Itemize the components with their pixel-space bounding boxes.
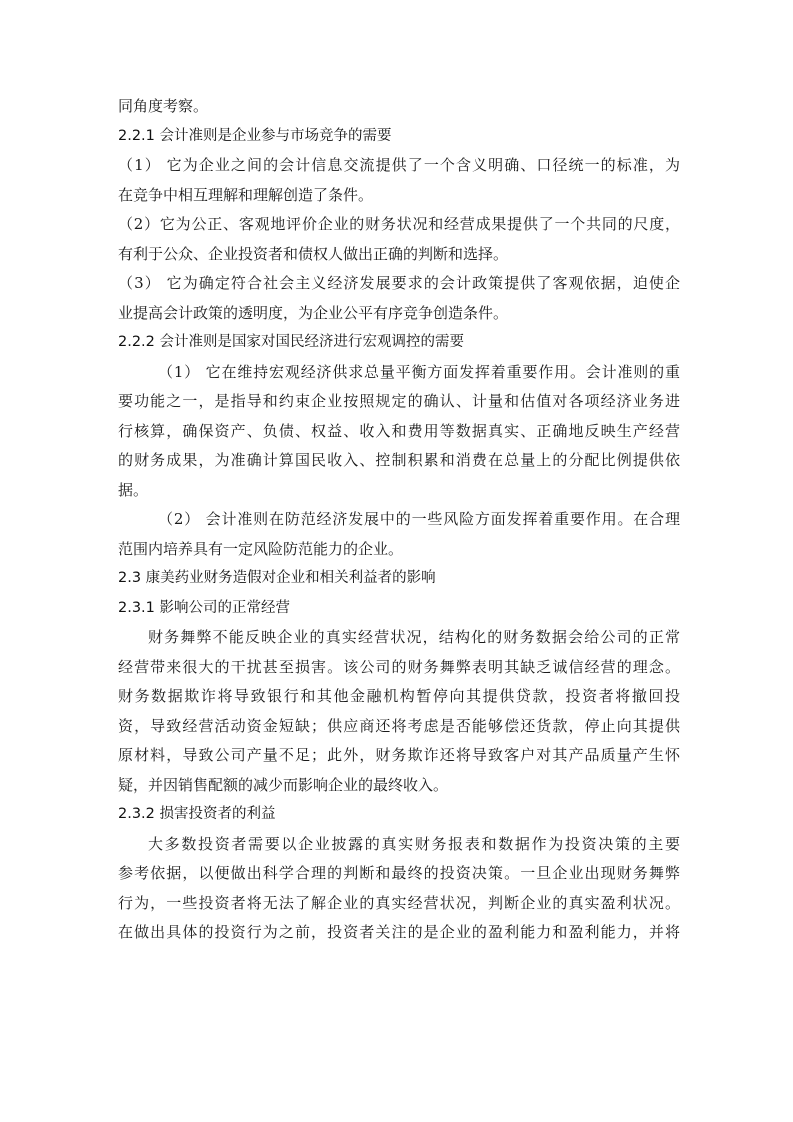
body-text-line: 财务舞弊不能反映企业的真实经营状况，结构化的财务数据会给公司的正常: [148, 628, 680, 646]
body-text-line: （2）它为公正、客观地评价企业的财务状况和经营成果提供了一个共同的尺度，: [118, 215, 680, 233]
section-heading: 2.2.1 会计准则是企业参与市场竞争的需要: [118, 127, 392, 144]
body-text-line: （1） 它为企业之间的会计信息交流提供了一个含义明确、口径统一的标准，为: [118, 156, 680, 174]
body-text-line: 同角度考察。: [118, 97, 209, 115]
body-text-line: 在做出具体的投资行为之前，投资者关注的是企业的盈利能力和盈利能力，并将: [118, 923, 680, 941]
body-text-line: 据。: [118, 480, 149, 499]
body-text-line: （1） 它在维持宏观经济供求总量平衡方面发挥着重要作用。会计准则的重: [158, 362, 680, 381]
body-text-line: （2） 会计准则在防范经济发展中的一些风险方面发挥着重要作用。在合理: [158, 510, 680, 528]
body-text-line: 行核算，确保资产、负债、权益、收入和费用等数据真实、正确地反映生产经营: [118, 421, 680, 440]
body-text-line: 资，导致经营活动资金短缺；供应商还将考虑是否能够偿还货款，停止向其提供: [118, 716, 680, 735]
body-text-line: 大多数投资者需要以企业披露的真实财务报表和数据作为投资决策的主要: [148, 834, 680, 853]
body-text-line: 范围内培养具有一定风险防范能力的企业。: [118, 539, 404, 558]
body-text-line: 在竞争中相互理解和理解创造了条件。: [118, 185, 374, 204]
document-body: [118, 92, 680, 948]
section-heading: 2.2.2 会计准则是国家对国民经济进行宏观调控的需要: [118, 334, 465, 350]
body-text-line: 要功能之一，是指导和约束企业按照规定的确认、计量和估值对各项经济业务进: [118, 392, 680, 410]
body-text-line: （3） 它为确定符合社会主义经济发展要求的会计政策提供了客观依据，迫使企: [118, 274, 680, 292]
body-text-line: 有利于公众、企业投资者和债权人做出正确的判断和选择。: [118, 244, 509, 263]
body-text-line: 财务数据欺诈将导致银行和其他金融机构暂停向其提供贷款，投资者将撤回投: [118, 687, 680, 705]
body-text-line: 业提高会计政策的透明度，为企业公平有序竞争创造条件。: [118, 303, 509, 322]
body-text-line: 原材料，导致公司产量不足；此外，财务欺诈还将导致客户对其产品质量产生怀: [118, 746, 680, 764]
body-text-line: 的财务成果，为准确计算国民收入、控制积累和消费在总量上的分配比例提供依: [118, 451, 680, 469]
section-heading: 2.3.2 损害投资者的利益: [118, 806, 276, 822]
body-text-line: 疑，并因销售配额的减少而影响企业的最终收入。: [118, 775, 449, 794]
body-text-line: 参考依据，以便做出科学合理的判断和最终的投资决策。一旦企业出现财务舞弊: [118, 864, 680, 882]
body-text-line: 行为，一些投资者将无法了解企业的真实经营状况，判断企业的真实盈利状况。: [118, 893, 680, 912]
section-heading: 2.3 康美药业财务造假对企业和相关利益者的影响: [118, 570, 436, 586]
section-heading: 2.3.1 影响公司的正常经营: [118, 599, 291, 616]
body-text-line: 经营带来很大的干扰甚至损害。该公司的财务舞弊表明其缺乏诚信经营的理念。: [118, 657, 680, 676]
